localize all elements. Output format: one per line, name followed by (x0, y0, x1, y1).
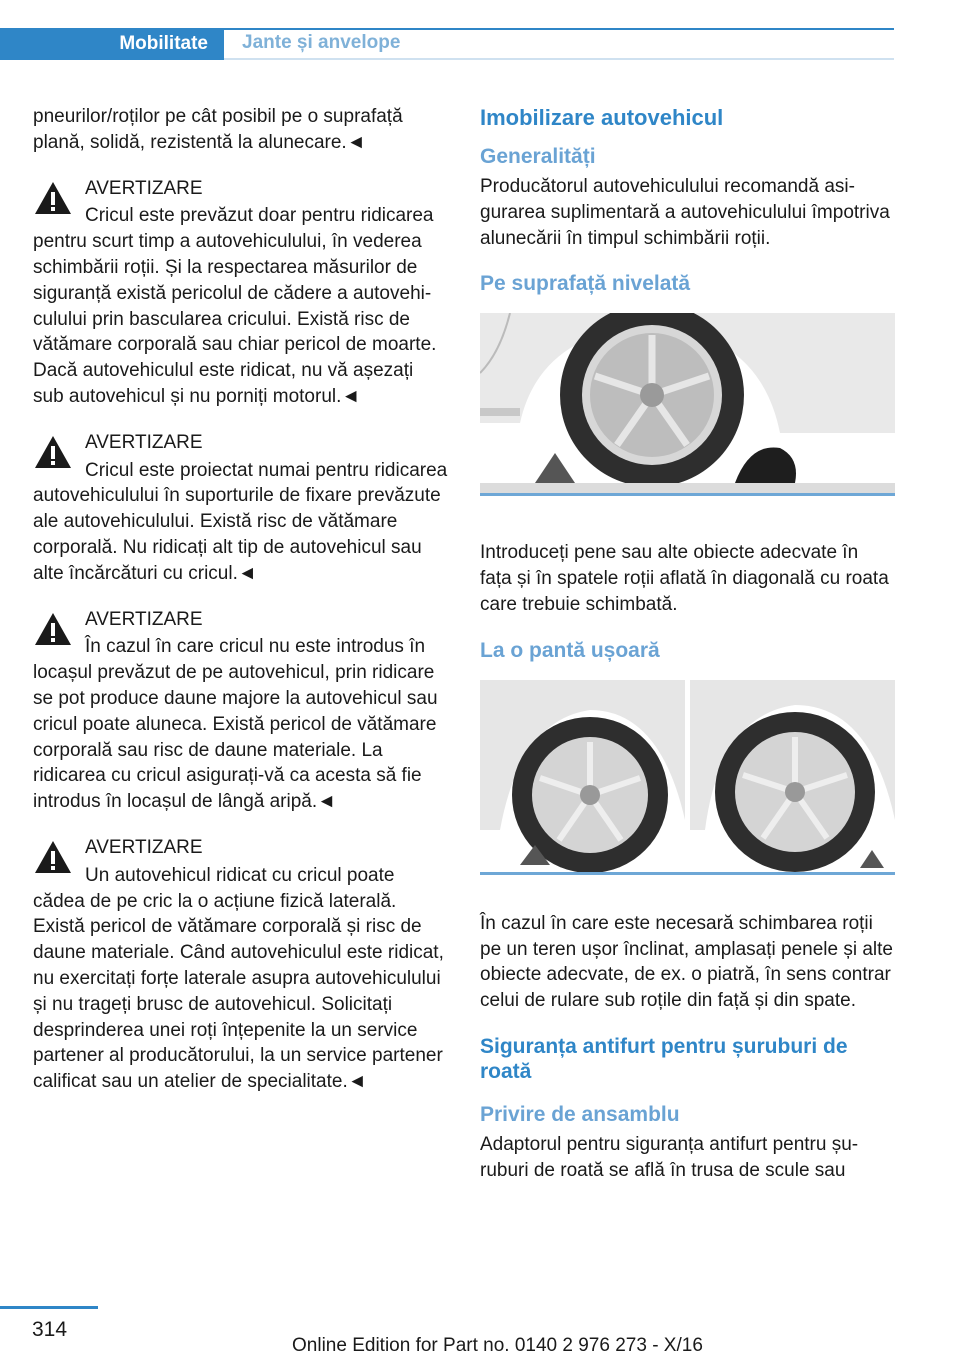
chapter-tab[interactable] (224, 28, 894, 60)
section-tab[interactable] (0, 28, 224, 60)
warning-text: Cricul este proiectat numai pentru ridicarea autovehiculului în suporturile de fixare prevăzute ale autovehiculului. Există risc de vătămare corporală. Nu ridicați alt tip de autovehicul sau alte încărcături cu cricul.◄ (33, 459, 448, 584)
warning-triangle-icon (33, 839, 73, 875)
general-paragraph: Producătorul autovehiculului recomandă asigurarea suplimentară a autovehiculului împotriva alunecării în timpul schimbării roții. (480, 176, 890, 249)
warning-title: AVERTIZARE (85, 431, 203, 453)
warning-text: Cricul este prevăzut doar pentru ridicarea pentru scurt timp a autovehiculului, în vederea schimbării roții. Și la respectarea măsurilor de siguranță există pericolul de cădere a autovehiculului prin bascularea cricului. Există risc de vătămare corporală sau chiar pericol de moarte. Dacă autovehiculul este ridicat, nu vă așezați sub autovehicul și nu porniți motorul.◄ (33, 205, 437, 407)
left-column (33, 104, 449, 1115)
warning-triangle-icon (33, 434, 73, 470)
heading-slope: La o pantă ușoară (480, 638, 660, 662)
section-tab-label: Mobilitate (119, 33, 208, 54)
page-number-rule (0, 1306, 98, 1309)
slope-paragraph: În cazul în care este necesară schimbarea roții pe un teren ușor înclinat, amplasați penele și alte obiecte adecvate, de ex. o piatră, în sens contrar celui de rulare sub roțile din față și din spate. (480, 912, 893, 1012)
heading-level-surface: Pe suprafață nivelată (480, 272, 691, 296)
figure-slope (480, 680, 895, 875)
warning-title: AVERTIZARE (85, 177, 203, 199)
right-column (480, 104, 895, 1184)
warning-triangle-icon (33, 180, 73, 216)
heading-overview: Privire de ansamblu (480, 1102, 680, 1126)
page-number: 314 (32, 1318, 68, 1341)
heading-general: Generalități (480, 145, 596, 168)
heading-antitheft: Siguranța antifurt pentru șuruburi de roată (480, 1034, 848, 1083)
slope-wheels-illustration (480, 680, 895, 872)
figure-level-surface (480, 313, 895, 496)
wheel-wedge-illustration (480, 313, 895, 493)
level-paragraph: Introduceți pene sau alte obiecte adecvate în fața și în spatele roții aflată în diagonală cu roata care trebuie schimbată. (480, 542, 889, 615)
warning-text: În cazul în care cricul nu este introdus în locașul prevăzut de pe autovehicul, prin ridicare se pot produce daune majore la autovehicul sau cricul poate aluneca. Există pericol de vătămare corporală sau risc de daune materiale. La ridicarea cu cricul asigurați-vă ca acesta să fie introdus în locașul de lângă aripă.◄ (33, 636, 438, 813)
warning-block (33, 176, 449, 410)
warning-block (33, 607, 449, 815)
warning-text: Un autovehicul ridicat cu cricul poate cădea de pe cric la o acțiune fizică laterală. Există pericol de vătămare corporală și risc de daune materiale. Când autovehiculul este ridicat, nu exercitați forțe laterale asupra autovehiculului și nu trageți brusc de autovehicul. Solicitați desprinderea unei roți înțepenite la un service partener al producătorului, la un service partener calificat sau un atelier de specialitate.◄ (33, 864, 444, 1093)
intro-paragraph: pneurilor/roților pe cât posibil pe o suprafață plană, solidă, rezistentă la alunecare.◄ (33, 106, 403, 153)
heading-immobilize: Imobilizare autovehicul (480, 105, 724, 130)
chapter-tab-label: Jante și anvelope (242, 32, 401, 53)
footer-edition: Online Edition for Part no. 0140 2 976 273 - X/16 (292, 1335, 703, 1356)
warning-title: AVERTIZARE (85, 608, 203, 630)
overview-paragraph: Adaptorul pentru siguranța antifurt pentru șuruburi de roată se află în trusa de scule sau (480, 1133, 859, 1181)
warning-title: AVERTIZARE (85, 836, 203, 858)
warning-block (33, 835, 449, 1095)
warning-triangle-icon (33, 611, 73, 647)
warning-block (33, 430, 449, 587)
